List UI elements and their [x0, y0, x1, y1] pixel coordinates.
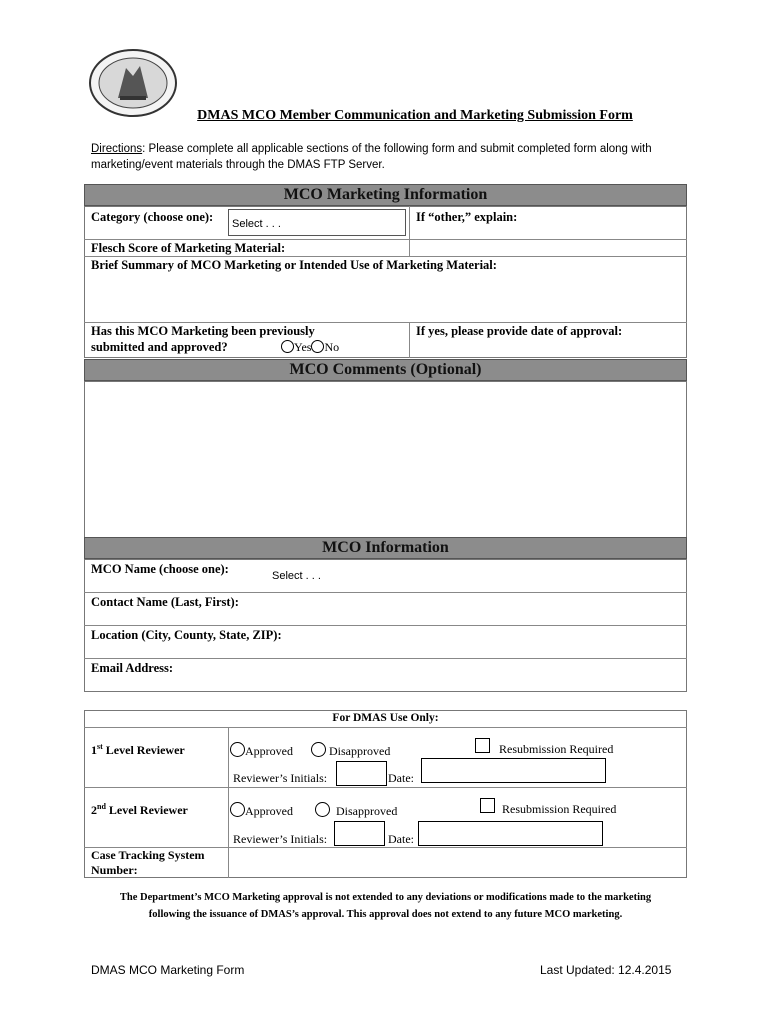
- mco-name-label: MCO Name (choose one):: [91, 562, 229, 576]
- reviewer1-approved-radio[interactable]: [230, 742, 245, 757]
- location-label: Location (City, County, State, ZIP):: [91, 628, 282, 642]
- divider: [228, 727, 229, 878]
- disclaimer-line-2: following the issuance of DMAS’s approval. This approval does not extend to any future MCO marketing.: [148, 909, 623, 920]
- yes-no-radios: [281, 340, 339, 355]
- directions-lead: Directions: [91, 143, 143, 155]
- date-label: Date:: [388, 832, 414, 846]
- directions-text: : Please complete all applicable sections of the following form and submit completed form along with marketing/event materials through the DMAS FTP Server.: [91, 143, 652, 171]
- directions: [91, 141, 691, 173]
- disclaimer-line-1: The Department’s MCO Marketing approval is not extended to any deviations or modifications made to the marketing: [119, 892, 652, 903]
- divider: [84, 625, 687, 626]
- disapproved-label: Disapproved: [336, 804, 398, 818]
- summary-label: Brief Summary of MCO Marketing or Intended Use of Marketing Material:: [91, 258, 497, 272]
- footer-last-updated: Last Updated: 12.4.2015: [540, 963, 672, 977]
- form-title: DMAS MCO Member Communication and Marketing Submission Form: [197, 108, 633, 123]
- reviewer1-rest: Level Reviewer: [102, 743, 185, 757]
- reviewer1-disapproved-radio[interactable]: [311, 742, 326, 757]
- reviewer2-approved: [230, 802, 293, 819]
- yes-label: Yes: [294, 340, 312, 354]
- reviewer1-num: 1: [91, 743, 97, 757]
- reviewer2-approved-radio[interactable]: [230, 802, 245, 817]
- reviewer1-label: [91, 742, 185, 758]
- resubmission-label: Resubmission Required: [502, 802, 617, 816]
- email-field[interactable]: [190, 660, 684, 690]
- reviewer2-date-field[interactable]: [418, 821, 603, 846]
- previously-submitted-label: Has this MCO Marketing been previously: [91, 324, 315, 338]
- comments-field[interactable]: [84, 381, 687, 538]
- summary-field[interactable]: [86, 274, 684, 320]
- category-label: Category (choose one):: [91, 210, 214, 224]
- divider: [84, 727, 687, 728]
- dmas-use-heading: For DMAS Use Only:: [332, 712, 439, 724]
- divider: [84, 658, 687, 659]
- reviewer2-sup: nd: [97, 802, 106, 811]
- location-field[interactable]: [310, 627, 684, 656]
- reviewer2-disapproved: [315, 802, 397, 819]
- flesch-score-field[interactable]: [310, 240, 685, 255]
- approval-date-label: If yes, please provide date of approval:: [416, 324, 623, 338]
- initials-label: Reviewer’s Initials:: [233, 832, 328, 846]
- reviewer1-approved: [230, 742, 293, 759]
- date-label: Date:: [388, 771, 414, 785]
- divider: [84, 592, 687, 593]
- case-tracking-field[interactable]: [230, 849, 685, 876]
- initials-label: Reviewer’s Initials:: [233, 771, 328, 785]
- marketing-section-heading: MCO Marketing Information: [84, 184, 687, 206]
- other-explain-field[interactable]: [411, 222, 685, 238]
- divider: [409, 322, 410, 358]
- no-label: No: [324, 340, 340, 354]
- case-tracking-label-2: Number:: [91, 863, 138, 877]
- reviewer1-initials-field[interactable]: [336, 761, 387, 786]
- mco-name-select[interactable]: Select . . .: [272, 570, 321, 582]
- footer-form-name: DMAS MCO Marketing Form: [91, 963, 245, 977]
- approved-label: Approved: [245, 744, 293, 758]
- comments-section-heading: MCO Comments (Optional): [84, 359, 687, 381]
- reviewer1-date-field[interactable]: [421, 758, 606, 783]
- reviewer1-sup: st: [97, 742, 103, 751]
- divider: [84, 256, 687, 257]
- reviewer2-initials-field[interactable]: [334, 821, 385, 846]
- reviewer2-label: [91, 802, 188, 818]
- reviewer1-disapproved: [311, 742, 390, 759]
- approval-date-field[interactable]: [411, 340, 685, 356]
- reviewer2-num: 2: [91, 803, 97, 817]
- case-tracking-label: Case Tracking System: [91, 848, 205, 862]
- mco-info-section-heading: MCO Information: [84, 537, 687, 559]
- reviewer2-resubmission-checkbox[interactable]: [480, 798, 495, 813]
- divider: [84, 322, 687, 323]
- contact-name-label: Contact Name (Last, First):: [91, 595, 239, 609]
- reviewer1-resubmission-checkbox[interactable]: [475, 738, 490, 753]
- divider: [84, 787, 687, 788]
- disapproved-label: Disapproved: [329, 744, 391, 758]
- reviewer2-rest: Level Reviewer: [105, 803, 188, 817]
- category-select[interactable]: Select . . .: [228, 209, 406, 236]
- no-radio[interactable]: [311, 340, 324, 353]
- contact-name-field[interactable]: [270, 594, 684, 623]
- yes-radio[interactable]: [281, 340, 294, 353]
- previously-submitted-label-2: submitted and approved?: [91, 340, 228, 354]
- reviewer2-disapproved-radio[interactable]: [315, 802, 330, 817]
- other-explain-label: If “other,” explain:: [416, 210, 518, 224]
- email-label: Email Address:: [91, 661, 174, 675]
- approved-label: Approved: [245, 804, 293, 818]
- flesch-score-label: Flesch Score of Marketing Material:: [91, 241, 286, 255]
- resubmission-label: Resubmission Required: [499, 742, 614, 756]
